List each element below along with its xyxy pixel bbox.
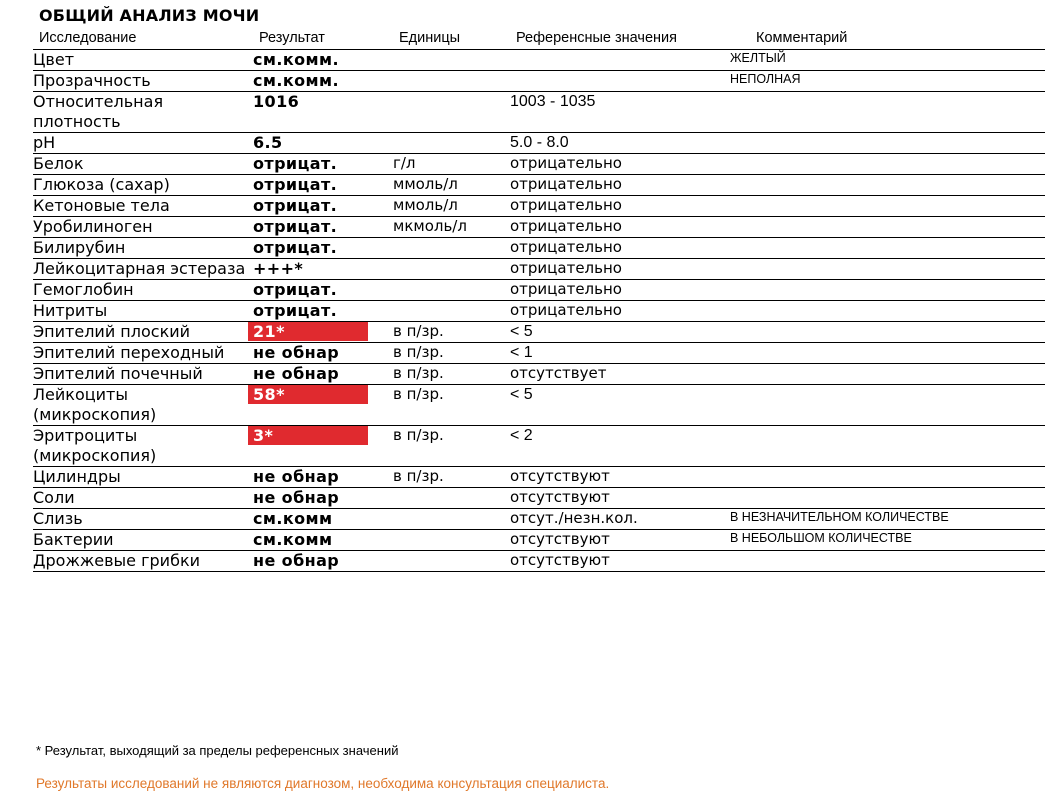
table-row xyxy=(33,467,1045,488)
result-value: см.комм xyxy=(253,530,333,549)
units-cell xyxy=(393,92,510,133)
comment-cell xyxy=(730,196,1045,217)
comment-cell: В НЕЗНАЧИТЕЛЬНОМ КОЛИЧЕСТВЕ xyxy=(730,509,1045,530)
reference-cell: отрицательно xyxy=(510,259,730,280)
table-row xyxy=(33,488,1045,509)
units-cell: в п/зр. xyxy=(393,385,510,426)
result-cell xyxy=(253,259,393,280)
result-cell xyxy=(253,551,393,572)
table-row xyxy=(33,385,1045,426)
comment-cell xyxy=(730,488,1045,509)
reference-cell xyxy=(510,50,730,71)
results-table xyxy=(33,50,1045,572)
result-cell xyxy=(253,280,393,301)
header-comment: Комментарий xyxy=(756,30,848,46)
result-value: см.комм. xyxy=(253,71,339,90)
table-row xyxy=(33,343,1045,364)
reference-cell: отрицательно xyxy=(510,217,730,238)
result-value: 6.5 xyxy=(253,133,283,152)
reference-cell: отсутствует xyxy=(510,364,730,385)
table-header xyxy=(33,29,1045,50)
units-cell xyxy=(393,259,510,280)
test-name: pH xyxy=(33,133,253,154)
units-cell: ммоль/л xyxy=(393,175,510,196)
result-value: не обнар xyxy=(253,343,340,362)
table-row xyxy=(33,175,1045,196)
units-cell xyxy=(393,301,510,322)
units-cell xyxy=(393,133,510,154)
table-row xyxy=(33,364,1045,385)
result-cell xyxy=(253,530,393,551)
test-name: Кетоновые тела xyxy=(33,196,253,217)
result-value: +++* xyxy=(253,259,304,278)
table-row xyxy=(33,301,1045,322)
table-row xyxy=(33,50,1045,71)
units-cell xyxy=(393,50,510,71)
comment-cell xyxy=(730,301,1045,322)
units-cell xyxy=(393,280,510,301)
result-value: см.комм. xyxy=(253,50,339,69)
comment-cell: ЖЕЛТЫЙ xyxy=(730,50,1045,71)
result-cell xyxy=(253,509,393,530)
comment-cell: В НЕБОЛЬШОМ КОЛИЧЕСТВЕ xyxy=(730,530,1045,551)
reference-cell: < 5 xyxy=(510,385,730,426)
table-row xyxy=(33,509,1045,530)
units-cell: в п/зр. xyxy=(393,467,510,488)
reference-cell: отсутствуют xyxy=(510,551,730,572)
comment-cell xyxy=(730,280,1045,301)
result-cell xyxy=(253,426,393,467)
result-value: отрицат. xyxy=(253,238,338,257)
header-test: Исследование xyxy=(39,30,137,46)
units-cell: ммоль/л xyxy=(393,196,510,217)
test-name: Эпителий почечный xyxy=(33,364,253,385)
result-value-flagged: 58* xyxy=(248,385,368,404)
reference-cell: отсутствуют xyxy=(510,488,730,509)
comment-cell xyxy=(730,467,1045,488)
result-value-flagged: 3* xyxy=(248,426,368,445)
units-cell: в п/зр. xyxy=(393,426,510,467)
units-cell xyxy=(393,488,510,509)
reference-cell: отрицательно xyxy=(510,154,730,175)
result-cell xyxy=(253,322,393,343)
reference-cell: отсут./незн.кол. xyxy=(510,509,730,530)
result-cell xyxy=(253,133,393,154)
reference-cell: отрицательно xyxy=(510,301,730,322)
comment-cell xyxy=(730,92,1045,133)
reference-cell: отрицательно xyxy=(510,196,730,217)
units-cell: мкмоль/л xyxy=(393,217,510,238)
reference-cell: < 1 xyxy=(510,343,730,364)
test-name: Эпителий переходный xyxy=(33,343,253,364)
reference-cell: отсутствуют xyxy=(510,530,730,551)
units-cell: г/л xyxy=(393,154,510,175)
result-value: см.комм xyxy=(253,509,333,528)
result-cell xyxy=(253,175,393,196)
reference-cell: отрицательно xyxy=(510,238,730,259)
comment-cell xyxy=(730,133,1045,154)
comment-cell xyxy=(730,259,1045,280)
header-result: Результат xyxy=(259,30,325,46)
table-row xyxy=(33,133,1045,154)
result-value: отрицат. xyxy=(253,154,338,173)
test-name: Уробилиноген xyxy=(33,217,253,238)
comment-cell: НЕПОЛНАЯ xyxy=(730,71,1045,92)
table-row xyxy=(33,92,1045,133)
header-units: Единицы xyxy=(399,30,461,46)
table-row xyxy=(33,322,1045,343)
units-cell xyxy=(393,238,510,259)
test-name: Слизь xyxy=(33,509,253,530)
result-value: отрицат. xyxy=(253,175,338,194)
test-name: Цвет xyxy=(33,50,253,71)
reference-cell: < 5 xyxy=(510,322,730,343)
units-cell: в п/зр. xyxy=(393,364,510,385)
result-value: 1016 xyxy=(253,92,300,111)
table-row xyxy=(33,551,1045,572)
comment-cell xyxy=(730,343,1045,364)
units-cell xyxy=(393,551,510,572)
units-cell: в п/зр. xyxy=(393,322,510,343)
units-cell xyxy=(393,509,510,530)
test-name: Эритроциты (микроскопия) xyxy=(33,426,253,467)
test-name: Эпителий плоский xyxy=(33,322,253,343)
reference-cell: < 2 xyxy=(510,426,730,467)
test-name: Соли xyxy=(33,488,253,509)
table-row xyxy=(33,530,1045,551)
footnote: * Результат, выходящий за пределы референсных значений xyxy=(36,743,399,758)
comment-cell xyxy=(730,175,1045,196)
table-row xyxy=(33,217,1045,238)
result-cell xyxy=(253,217,393,238)
result-cell xyxy=(253,343,393,364)
result-cell xyxy=(253,196,393,217)
units-cell xyxy=(393,530,510,551)
reference-cell: отсутствуют xyxy=(510,467,730,488)
result-value: не обнар xyxy=(253,488,340,507)
test-name: Нитриты xyxy=(33,301,253,322)
test-name: Билирубин xyxy=(33,238,253,259)
test-name: Бактерии xyxy=(33,530,253,551)
result-cell xyxy=(253,364,393,385)
reference-cell: 5.0 - 8.0 xyxy=(510,133,730,154)
result-cell xyxy=(253,71,393,92)
result-cell xyxy=(253,301,393,322)
table-row xyxy=(33,71,1045,92)
table-row xyxy=(33,196,1045,217)
comment-cell xyxy=(730,364,1045,385)
comment-cell xyxy=(730,238,1045,259)
table-row xyxy=(33,426,1045,467)
comment-cell xyxy=(730,551,1045,572)
test-name: Лейкоциты (микроскопия) xyxy=(33,385,253,426)
comment-cell xyxy=(730,154,1045,175)
report-title: ОБЩИЙ АНАЛИЗ МОЧИ xyxy=(39,6,260,25)
reference-cell: отрицательно xyxy=(510,280,730,301)
disclaimer: Результаты исследований не являются диагнозом, необходима консультация специалиста. xyxy=(36,776,610,791)
reference-cell: 1003 - 1035 xyxy=(510,92,730,133)
test-name: Прозрачность xyxy=(33,71,253,92)
result-cell xyxy=(253,50,393,71)
reference-cell: отрицательно xyxy=(510,175,730,196)
result-value: отрицат. xyxy=(253,217,338,236)
result-cell xyxy=(253,467,393,488)
comment-cell xyxy=(730,426,1045,467)
test-name: Лейкоцитарная эстераза xyxy=(33,259,253,280)
test-name: Цилиндры xyxy=(33,467,253,488)
test-name: Глюкоза (сахар) xyxy=(33,175,253,196)
comment-cell xyxy=(730,217,1045,238)
result-value: не обнар xyxy=(253,364,340,383)
result-value-flagged: 21* xyxy=(248,322,368,341)
result-cell xyxy=(253,488,393,509)
result-value: не обнар xyxy=(253,467,340,486)
units-cell: в п/зр. xyxy=(393,343,510,364)
result-value: отрицат. xyxy=(253,280,338,299)
table-row xyxy=(33,238,1045,259)
result-cell xyxy=(253,238,393,259)
result-cell xyxy=(253,92,393,133)
table-row xyxy=(33,154,1045,175)
test-name: Гемоглобин xyxy=(33,280,253,301)
test-name: Относительная плотность xyxy=(33,92,253,133)
table-row xyxy=(33,280,1045,301)
table-row xyxy=(33,259,1045,280)
reference-cell xyxy=(510,71,730,92)
test-name: Белок xyxy=(33,154,253,175)
result-cell xyxy=(253,154,393,175)
result-value: отрицат. xyxy=(253,196,338,215)
test-name: Дрожжевые грибки xyxy=(33,551,253,572)
result-value: отрицат. xyxy=(253,301,338,320)
header-reference: Референсные значения xyxy=(516,30,677,46)
comment-cell xyxy=(730,385,1045,426)
comment-cell xyxy=(730,322,1045,343)
result-value: не обнар xyxy=(253,551,340,570)
units-cell xyxy=(393,71,510,92)
result-cell xyxy=(253,385,393,426)
